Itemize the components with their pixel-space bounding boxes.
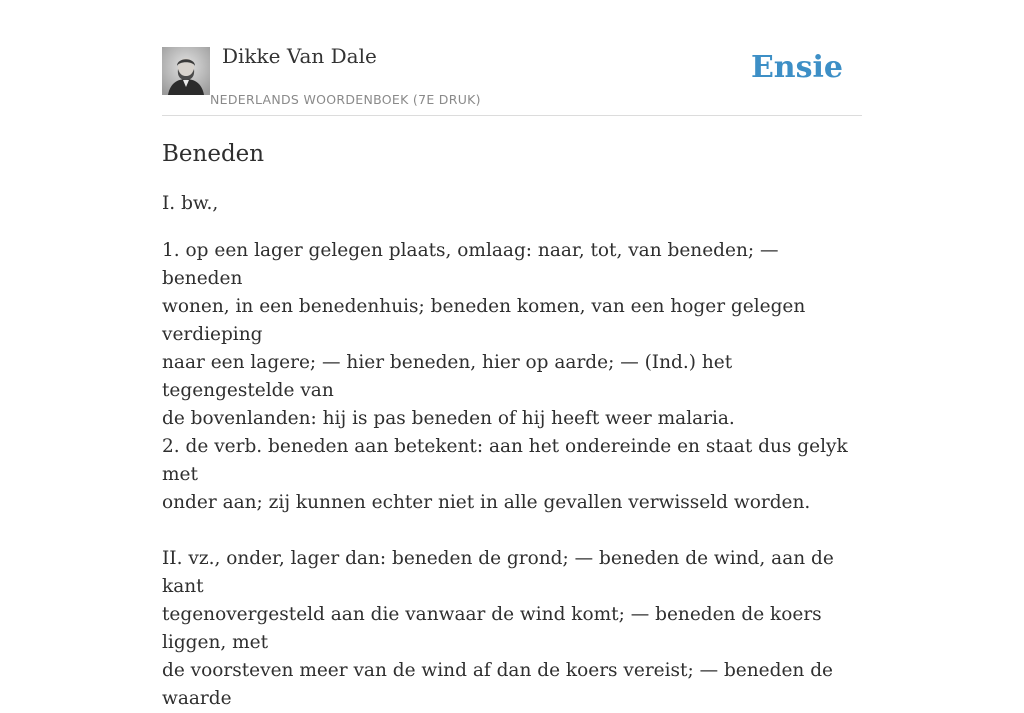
definition-line: de bovenlanden: hij is pas beneden of hij heeft weer malaria. — [162, 408, 735, 429]
definition-line: onder aan; zij kunnen echter niet in alle gevallen verwisseld worden. — [162, 492, 811, 513]
definition-line: wonen, in een benedenhuis; beneden komen, van een hoger gelegen verdieping — [162, 296, 806, 345]
definition-line: 2. de verb. beneden aan betekent: aan het ondereinde en staat dus gelyk met — [162, 436, 848, 485]
part-of-speech: I. bw., — [162, 193, 219, 214]
entry-content — [162, 138, 862, 713]
definition-line: de voorsteven meer van de wind af dan de koers vereist; — beneden de waarde — [162, 660, 833, 709]
source-label[interactable]: NEDERLANDS WOORDENBOEK (7E DRUK) — [210, 92, 481, 107]
entry-title: Beneden — [162, 141, 265, 167]
definition-spacer — [162, 517, 862, 545]
definition-text — [162, 237, 862, 713]
portrait-icon — [162, 47, 210, 95]
entry-header — [162, 0, 862, 116]
definition-line: II. vz., onder, lager dan: beneden de grond; — beneden de wind, aan de kant — [162, 548, 834, 597]
brand-logo[interactable]: Ensie — [750, 50, 843, 85]
definition-line: naar een lagere; — hier beneden, hier op aarde; — (Ind.) het tegengestelde van — [162, 352, 733, 401]
author-name[interactable]: Dikke Van Dale — [222, 44, 377, 68]
definition-line: 1. op een lager gelegen plaats, omlaag: naar, tot, van beneden; — beneden — [162, 240, 779, 289]
definition-line: tegenovergesteld aan die vanwaar de wind komt; — beneden de koers liggen, met — [162, 604, 822, 653]
author-avatar[interactable] — [162, 47, 210, 95]
